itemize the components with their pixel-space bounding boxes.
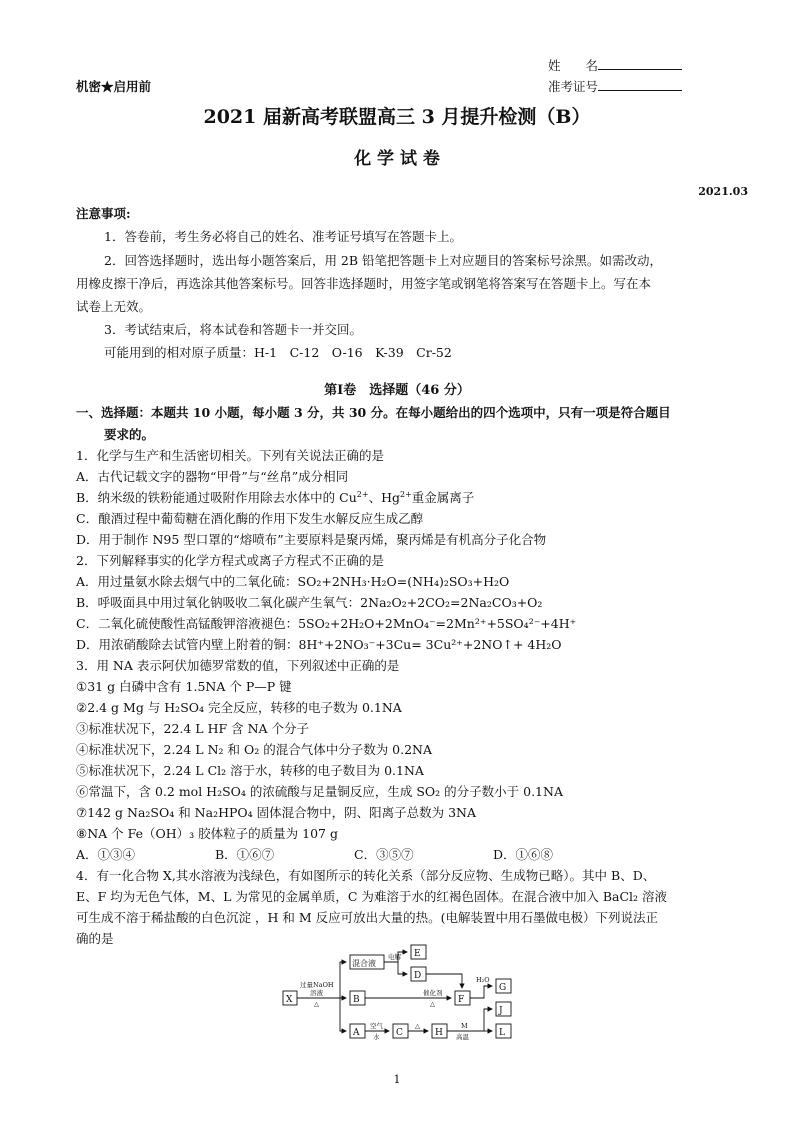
notice-heading: 注意事项: xyxy=(76,206,131,221)
q1-option-c: C．酿酒过程中葡萄糖在酒化酶的作用下发生水解反应生成乙醇 xyxy=(76,511,424,526)
notice-item: 1．答卷前，考生务必将自己的姓名、准考证号填写在答题卡上。 xyxy=(104,229,462,244)
q3-statement: ⑧NA 个 Fe（OH）₃ 胶体粒子的质量为 107 g xyxy=(76,826,338,841)
label-m: M xyxy=(461,1022,468,1030)
name-underline xyxy=(598,56,682,70)
id-field xyxy=(548,77,682,96)
question-1-stem: 1．化学与生产和生活密切相关。下列有关说法正确的是 xyxy=(76,448,384,463)
section-instruction: 一、选择题：本题共 10 小题，每小题 3 分，共 30 分。在每小题给出的四个选项中，只有一项是符合题目 xyxy=(76,405,671,420)
section-title: 第Ⅰ卷 选择题（46 分） xyxy=(324,383,470,398)
node-x: X xyxy=(286,995,293,1005)
q2-option-d: D．用浓硝酸除去试管内壁上附着的铜：8H⁺+2NO₃⁻+3Cu= 3Cu²⁺+2NO↑+ 4H₂O xyxy=(76,637,562,652)
question-4-line: 可生成不溶于稀盐酸的白色沉淀 ，H 和 M 反应可放出大量的热。(电解装置中用石墨做电极）下列说法正 xyxy=(76,910,658,925)
q1-option-b xyxy=(76,488,474,507)
id-label: 准考证号 xyxy=(548,79,599,94)
exam-date: 2021.03 xyxy=(698,185,748,198)
label-electrolysis: 电解 xyxy=(388,953,401,961)
question-4-line: E、F 均为无色气体，M、L 为常见的金属单质，C 为难溶于水的红褐色固体。在混合液中加入 BaCl₂ 溶液 xyxy=(76,889,668,904)
q1-b-text: 、Hg xyxy=(368,490,400,505)
atomic-mass-line: 可能用到的相对原子质量：H-1 C-12 O-16 K-39 Cr-52 xyxy=(104,345,452,360)
label-heat: △ xyxy=(415,1022,420,1030)
q3-option-b: B．①⑥⑦ xyxy=(215,847,275,862)
q2-option-b: B．呼吸面具中用过氧化钠吸收二氧化碳产生氧气：2Na₂O₂+2CO₂=2Na₂CO₃+O₂ xyxy=(76,595,543,610)
charge-sup: 2+ xyxy=(399,489,412,499)
node-b: B xyxy=(353,995,360,1005)
page-title: 2021 届新高考联盟高三 3 月提升检测（B） xyxy=(203,106,591,128)
notice-item: 试卷上无效。 xyxy=(76,299,152,314)
q2-option-a: A．用过量氨水除去烟气中的二氧化硫：SO₂+2NH₃·H₂O=(NH₄)₂SO₃+H₂O xyxy=(76,574,510,589)
q1-option-a: A．古代记载文字的器物“甲骨”与“丝帛”成分相同 xyxy=(76,469,349,484)
q3-option-a: A．①③④ xyxy=(76,847,136,862)
secret-label: 机密★启用前 xyxy=(76,79,152,94)
label-naoh: 过量NaOH xyxy=(300,981,334,989)
subject-title: 化 学 试 卷 xyxy=(354,149,440,169)
id-underline xyxy=(598,77,682,91)
node-c: C xyxy=(396,1028,403,1038)
q1-b-text: B．纳米级的铁粉能通过吸附作用除去水体中的 Cu xyxy=(76,490,357,505)
q3-option-c: C．③⑤⑦ xyxy=(354,847,414,862)
q1-b-text: 重金属离子 xyxy=(411,490,475,505)
q3-statement: ①31 g 白磷中含有 1.5NA 个 P—P 键 xyxy=(76,679,292,694)
q3-statement: ⑥常温下，含 0.2 mol H₂SO₄ 的浓硫酸与足量铜反应，生成 SO₂ 的分子数小于 0.1NA xyxy=(76,784,563,799)
label-solution: 溶液 xyxy=(310,989,323,997)
label-catalyst: 催化剂 xyxy=(423,989,443,997)
node-mix: 混合液 xyxy=(352,959,376,968)
node-f: F xyxy=(458,995,465,1005)
node-e: E xyxy=(414,949,421,959)
notice-item: 用橡皮擦干净后，再选涂其他答案标号。回答非选择题时，用签字笔或钢笔将答案写在答题卡上。写在本 xyxy=(76,276,652,291)
question-4-line: 4．有一化合物 X,其水溶液为浅绿色，有如图所示的转化关系（部分反应物、生成物已略）。其中 B、D、 xyxy=(76,868,656,883)
notice-item: 3．考试结束后，将本试卷和答题卡一并交回。 xyxy=(104,322,362,337)
label-heat: △ xyxy=(314,1000,319,1008)
node-l: L xyxy=(499,1028,505,1038)
label-air: 空气 xyxy=(370,1022,383,1030)
label-high-temp: 高温 xyxy=(456,1033,469,1041)
page-number: 1 xyxy=(393,1073,401,1086)
q1-option-d: D．用于制作 N95 型口罩的“熔喷布”主要原料是聚丙烯，聚丙烯是有机高分子化合物 xyxy=(76,532,547,547)
charge-sup: 2+ xyxy=(356,489,369,499)
name-label: 姓 名 xyxy=(548,58,599,73)
node-j: J xyxy=(499,1006,503,1016)
node-a: A xyxy=(353,1028,360,1038)
q3-statement: ④标准状况下，2.24 L N₂ 和 O₂ 的混合气体中分子数为 0.2NA xyxy=(76,742,433,757)
node-d: D xyxy=(414,971,422,981)
q3-statement: ⑦142 g Na₂SO₄ 和 Na₂HPO₄ 固体混合物中，阴、阳离子总数为 3NA xyxy=(76,805,477,820)
q3-statement: ②2.4 g Mg 与 H₂SO₄ 完全反应，转移的电子数为 0.1NA xyxy=(76,700,402,715)
node-h: H xyxy=(435,1028,443,1038)
label-heat: △ xyxy=(430,1000,435,1008)
question-4-line: 确的是 xyxy=(76,931,114,946)
label-water: H₂O xyxy=(476,976,490,984)
question-2-stem: 2．下列解释事实的化学方程式或离子方程式不正确的是 xyxy=(76,553,384,568)
label-water-2: 水 xyxy=(373,1033,380,1041)
section-instruction-cont: 要求的。 xyxy=(104,427,155,442)
conversion-diagram xyxy=(280,940,520,1048)
notice-item: 2．回答选择题时，选出每小题答案后，用 2B 铅笔把答题卡上对应题目的答案标号涂黑。如需改动， xyxy=(104,253,663,268)
question-3-stem: 3．用 NA 表示阿伏加德罗常数的值，下列叙述中正确的是 xyxy=(76,658,400,673)
q2-option-c: C．二氧化硫使酸性高锰酸钾溶液褪色：5SO₂+2H₂O+2MnO₄⁻=2Mn²⁺+5SO₄²⁻+4H⁺ xyxy=(76,616,577,631)
q3-statement: ⑤标准状况下，2.24 L Cl₂ 溶于水，转移的电子数目为 0.1NA xyxy=(76,763,424,778)
q3-statement: ③标准状况下，22.4 L HF 含 NA 个分子 xyxy=(76,721,310,736)
q3-option-d: D．①⑥⑧ xyxy=(493,847,554,862)
node-g: G xyxy=(499,983,507,993)
name-field xyxy=(548,56,682,75)
